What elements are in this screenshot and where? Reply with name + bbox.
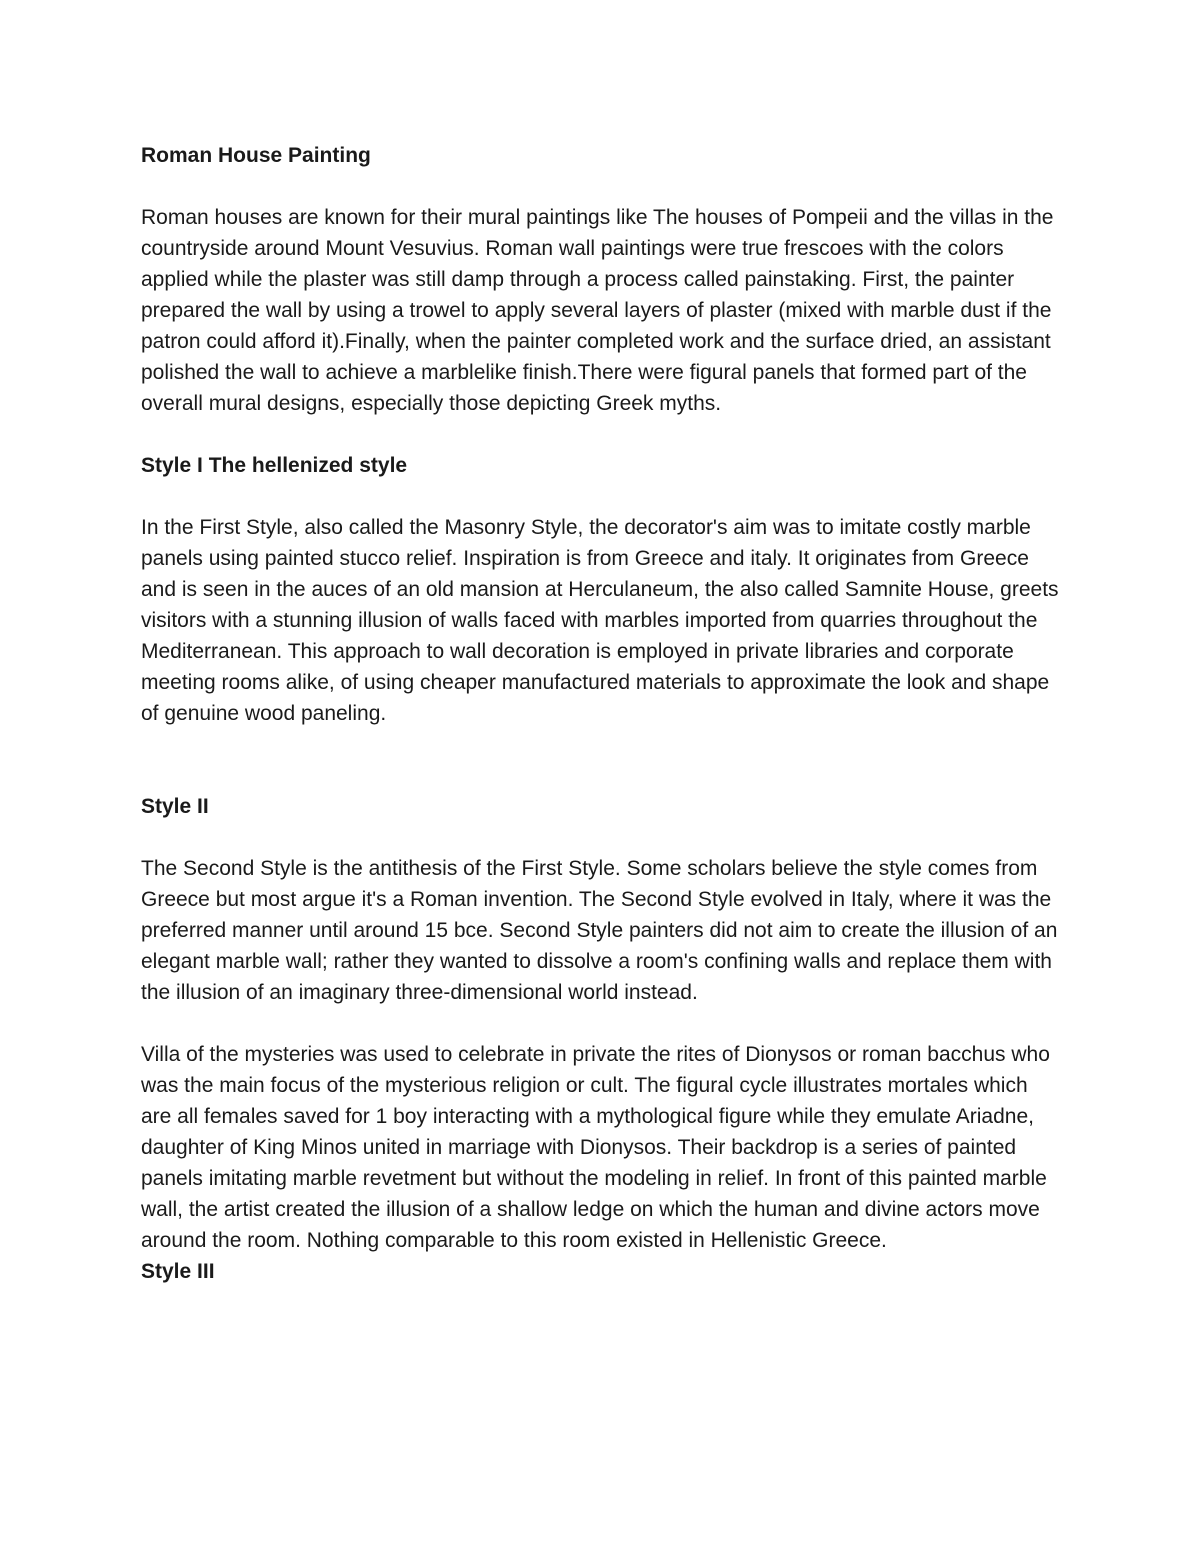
document-body [141, 140, 1061, 1287]
style2-heading: Style II [141, 795, 209, 818]
style3-heading: Style III [141, 1260, 215, 1283]
document-title: Roman House Painting [141, 144, 371, 167]
style1-heading: Style I The hellenized style [141, 454, 408, 477]
style2-paragraph-2: Villa of the mysteries was used to celebrate in private the rites of Dionysos or roman bacchus who was the main focus of the mysterious religion or cult. The figural cycle illustrates mortales which are all females saved for 1 boy interacting with a mythological figure while they emulate Ariadne, daughter of King Minos united in marriage with Dionysos. Their backdrop is a series of painted panels imitating marble revetment but without the modeling in relief. In front of this painted marble wall, the artist created the illusion of a shallow ledge on which the human and divine actors move around the room. Nothing comparable to this room existed in Hellenistic Greece. [141, 1043, 1050, 1252]
style2-paragraph-1: The Second Style is the antithesis of the First Style. Some scholars believe the style comes from Greece but most argue it's a Roman invention. The Second Style evolved in Italy, where it was the preferred manner until around 15 bce. Second Style painters did not aim to create the illusion of an elegant marble wall; rather they wanted to dissolve a room's confining walls and replace them with the illusion of an imaginary three-dimensional world instead. [141, 857, 1058, 1004]
style1-paragraph: In the First Style, also called the Masonry Style, the decorator's aim was to imitate costly marble panels using painted stucco relief. Inspiration is from Greece and italy. It originates from Greece and is seen in the auces of an old mansion at Herculaneum, the also called Samnite House, greets visitors with a stunning illusion of walls faced with marbles imported from quarries throughout the Mediterranean. This approach to wall decoration is employed in private libraries and corporate meeting rooms alike, of using cheaper manufactured materials to approximate the look and shape of genuine wood paneling. [141, 516, 1059, 725]
intro-paragraph: Roman houses are known for their mural paintings like The houses of Pompeii and the villas in the countryside around Mount Vesuvius. Roman wall paintings were true frescoes with the colors applied while the plaster was still damp through a process called painstaking. First, the painter prepared the wall by using a trowel to apply several layers of plaster (mixed with marble dust if the patron could afford it).Finally, when the painter completed work and the surface dried, an assistant polished the wall to achieve a marblelike finish.There were figural panels that formed part of the overall mural designs, especially those depicting Greek myths. [141, 206, 1054, 415]
